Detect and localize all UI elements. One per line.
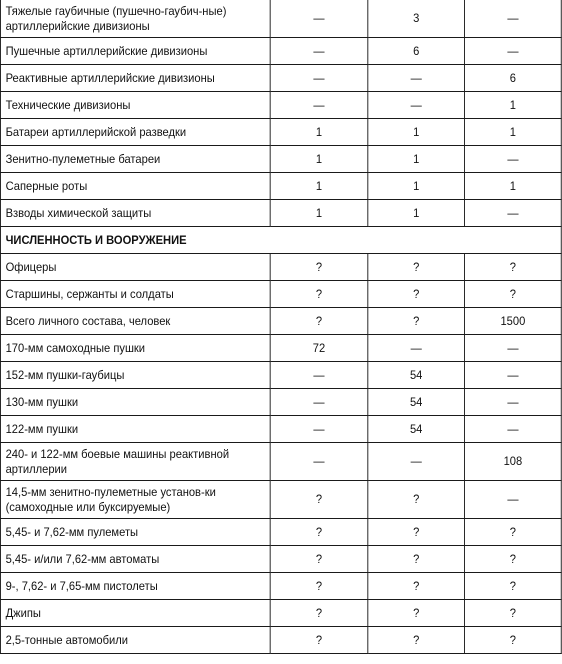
row-value: —	[465, 389, 562, 416]
row-value: ?	[368, 600, 465, 627]
row-value: 6	[465, 65, 562, 92]
table-row	[0, 119, 561, 146]
row-value: 1	[465, 119, 562, 146]
row-value: ?	[368, 573, 465, 600]
table-row	[0, 416, 561, 443]
row-label: 240- и 122-мм боевые машины реактивной артиллерии	[0, 443, 270, 481]
row-value: ?	[465, 573, 562, 600]
row-label: Зенитно-пулеметные батареи	[0, 146, 270, 173]
row-value: 1	[368, 173, 465, 200]
row-label: 2,5-тонные автомобили	[0, 627, 270, 654]
row-value: ?	[465, 281, 562, 308]
row-value: 1	[270, 119, 368, 146]
row-label: Старшины, сержанты и солдаты	[0, 281, 270, 308]
table-row	[0, 389, 561, 416]
row-value: —	[465, 38, 562, 65]
row-value: —	[368, 443, 465, 481]
table-row	[0, 519, 561, 546]
table-row	[0, 92, 561, 119]
row-value: —	[270, 443, 368, 481]
row-label: 14,5-мм зенитно-пулеметные установ-ки (самоходные или буксируемые)	[0, 481, 270, 519]
row-label: 152-мм пушки-гаубицы	[0, 362, 270, 389]
row-value: ?	[270, 600, 368, 627]
row-value: ?	[368, 546, 465, 573]
table-row	[0, 546, 561, 573]
row-value: —	[270, 362, 368, 389]
row-value: ?	[465, 546, 562, 573]
row-value: —	[270, 389, 368, 416]
row-value: ?	[270, 281, 368, 308]
row-value: 3	[368, 0, 465, 38]
table-row	[0, 627, 561, 654]
row-label: Технические дивизионы	[0, 92, 270, 119]
table-row	[0, 146, 561, 173]
row-value: ?	[270, 519, 368, 546]
table-row	[0, 481, 561, 519]
row-value: 1	[368, 146, 465, 173]
row-label: Саперные роты	[0, 173, 270, 200]
row-value: ?	[368, 519, 465, 546]
row-label: Джипы	[0, 600, 270, 627]
row-value: ?	[270, 481, 368, 519]
row-value: ?	[270, 627, 368, 654]
table-row	[0, 573, 561, 600]
row-value: —	[270, 65, 368, 92]
row-value: —	[465, 362, 562, 389]
row-label: 5,45- и 7,62-мм пулеметы	[0, 519, 270, 546]
row-value: 1	[465, 173, 562, 200]
row-label: 170-мм самоходные пушки	[0, 335, 270, 362]
row-value: ?	[465, 254, 562, 281]
table-row	[0, 600, 561, 627]
row-value: 1	[270, 200, 368, 227]
row-value: —	[368, 65, 465, 92]
row-value: —	[465, 200, 562, 227]
row-value: 6	[368, 38, 465, 65]
row-value: 1	[465, 92, 562, 119]
row-label: Реактивные артиллерийские дивизионы	[0, 65, 270, 92]
row-value: ?	[368, 281, 465, 308]
table-row	[0, 443, 561, 481]
row-value: ?	[465, 519, 562, 546]
row-label: Пушечные артиллерийские дивизионы	[0, 38, 270, 65]
table-row	[0, 308, 561, 335]
row-value: 54	[368, 389, 465, 416]
row-value: 1500	[465, 308, 562, 335]
row-value: ?	[465, 627, 562, 654]
row-value: —	[465, 0, 562, 38]
table-row	[0, 65, 561, 92]
row-label: 5,45- и/или 7,62-мм автоматы	[0, 546, 270, 573]
table-row	[0, 335, 561, 362]
row-value: ?	[465, 600, 562, 627]
row-label: Офицеры	[0, 254, 270, 281]
row-value: ?	[270, 546, 368, 573]
row-value: 108	[465, 443, 562, 481]
row-label: Всего личного состава, человек	[0, 308, 270, 335]
row-value: ?	[270, 308, 368, 335]
row-value: 1	[270, 146, 368, 173]
row-value: 54	[368, 362, 465, 389]
row-value: ?	[270, 573, 368, 600]
row-value: ?	[270, 254, 368, 281]
row-value: —	[270, 416, 368, 443]
row-value: —	[270, 0, 368, 38]
row-label: Батареи артиллерийской разведки	[0, 119, 270, 146]
table-row	[0, 38, 561, 65]
row-value: 1	[368, 200, 465, 227]
row-value: 1	[368, 119, 465, 146]
row-value: —	[465, 481, 562, 519]
row-value: —	[465, 335, 562, 362]
section-header-row	[0, 227, 561, 254]
row-value: ?	[368, 254, 465, 281]
row-value: ?	[368, 627, 465, 654]
row-value: ?	[368, 308, 465, 335]
row-label: 130-мм пушки	[0, 389, 270, 416]
row-value: —	[270, 38, 368, 65]
row-value: —	[465, 416, 562, 443]
row-value: 1	[270, 173, 368, 200]
table-row	[0, 254, 561, 281]
table-row	[0, 200, 561, 227]
table-row	[0, 362, 561, 389]
row-value: —	[368, 335, 465, 362]
row-value: —	[465, 146, 562, 173]
row-label: 9-, 7,62- и 7,65-мм пистолеты	[0, 573, 270, 600]
row-value: 54	[368, 416, 465, 443]
table-row	[0, 281, 561, 308]
row-label: Тяжелые гаубичные (пушечно-гаубич-ные) артиллерийские дивизионы	[0, 0, 270, 38]
row-label: Взводы химической защиты	[0, 200, 270, 227]
row-value: —	[270, 92, 368, 119]
row-label: 122-мм пушки	[0, 416, 270, 443]
section-title: ЧИСЛЕННОСТЬ И ВООРУЖЕНИЕ	[0, 227, 561, 254]
row-value: 72	[270, 335, 368, 362]
table-row	[0, 0, 561, 38]
row-value: ?	[368, 481, 465, 519]
row-value: —	[368, 92, 465, 119]
table-row	[0, 173, 561, 200]
